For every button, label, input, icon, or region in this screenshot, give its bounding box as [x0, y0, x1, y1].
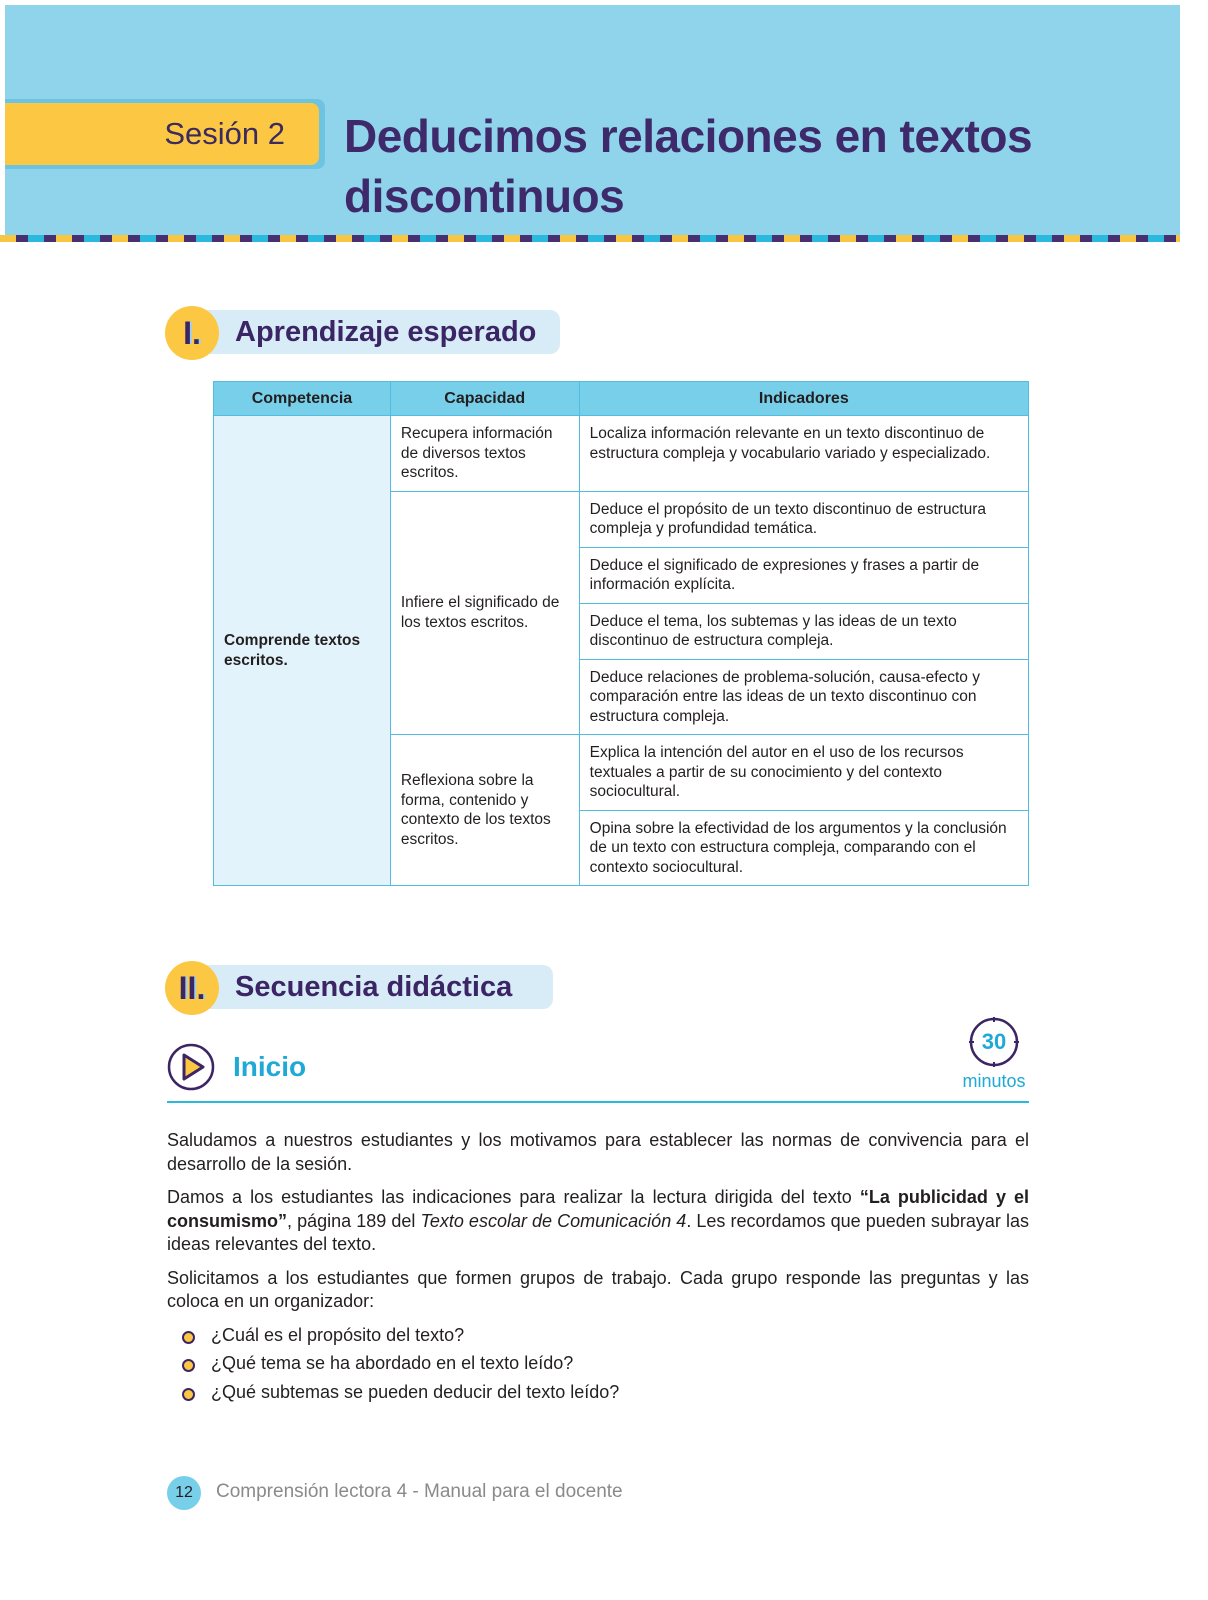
- indicador-cell: Deduce el propósito de un texto discontinuo de estructura compleja y profundidad temática.: [579, 491, 1028, 547]
- section-title: Aprendizaje esperado: [195, 310, 560, 354]
- page-title: Deducimos relaciones en textos discontinuos: [344, 110, 1033, 222]
- indicador-cell: Explica la intención del autor en el uso de los recursos textuales a partir de su conocimiento y del contexto sociocultural.: [579, 735, 1028, 811]
- column-header-competencia: Competencia: [214, 382, 391, 416]
- list-item: ¿Qué subtemas se pueden deducir del texto leído?: [167, 1381, 1029, 1405]
- paragraph: Solicitamos a los estudiantes que formen grupos de trabajo. Cada grupo responde las preguntas y las coloca en un organizador:: [167, 1267, 1029, 1311]
- indicador-cell: Opina sobre la efectividad de los argumentos y la conclusión de un texto con estructura compleja, comparando con el contexto sociocultural.: [579, 810, 1028, 886]
- session-tab: [5, 103, 325, 165]
- capacidad-cell: Recupera información de diversos textos escritos.: [390, 416, 579, 492]
- section-header-secuencia: [165, 965, 535, 1013]
- paragraph: Saludamos a nuestros estudiantes y los motivamos para establecer las normas de convivencia para el desarrollo de la sesión.: [167, 1130, 1029, 1174]
- duration-unit: minutos: [962, 1071, 1026, 1091]
- capacidad-cell: Infiere el significado de los textos escritos.: [390, 491, 579, 735]
- text-title-bold: “La publicidad y el consumismo”: [167, 1187, 1030, 1231]
- section-title: Secuencia didáctica: [195, 965, 553, 1009]
- section-numeral: II.: [165, 961, 219, 1015]
- play-icon: [167, 1043, 215, 1091]
- competencia-cell: Comprende textos escritos.: [214, 416, 391, 886]
- decorative-dash-strip: [0, 235, 1180, 242]
- bullet-icon: [182, 1359, 195, 1372]
- bullet-icon: [182, 1331, 195, 1344]
- list-item: ¿Cuál es el propósito del texto?: [167, 1324, 1029, 1348]
- column-header-capacidad: Capacidad: [390, 382, 579, 416]
- book-reference: Texto escolar de Comunicación 4: [420, 1210, 687, 1231]
- duration-value: 30: [981, 1029, 1007, 1054]
- paragraph: Damos a los estudiantes las indicaciones para realizar la lectura dirigida del texto “La publicidad y el consumismo”, página 189 del Texto escolar de Comunicación 4. Les recordamos que pueden subrayar las ideas relevantes del texto.: [167, 1187, 1030, 1254]
- page-number: 12: [167, 1476, 201, 1510]
- section-header-aprendizaje: [165, 310, 535, 358]
- inicio-body: [167, 1129, 1029, 1409]
- section-numeral: I.: [165, 306, 219, 360]
- capacidad-cell: Reflexiona sobre la forma, contenido y contexto de los textos escritos.: [390, 735, 579, 886]
- session-label: Sesión 2: [164, 116, 285, 151]
- list-item: ¿Qué tema se ha abordado en el texto leído?: [167, 1352, 1029, 1376]
- bullet-icon: [182, 1388, 195, 1401]
- column-header-indicadores: Indicadores: [579, 382, 1028, 416]
- inicio-heading: Inicio: [233, 1051, 307, 1082]
- learning-table: [213, 381, 1029, 886]
- footer-book-title: Comprensión lectora 4 - Manual para el docente: [216, 1481, 623, 1502]
- indicador-cell: Deduce relaciones de problema-solución, causa-efecto y comparación entre las ideas de un texto discontinuo con estructura compleja.: [579, 659, 1028, 735]
- divider: [167, 1101, 1029, 1103]
- indicador-cell: Deduce el significado de expresiones y frases a partir de información explícita.: [579, 547, 1028, 603]
- table-row: [214, 416, 1029, 492]
- indicador-cell: Deduce el tema, los subtemas y las ideas de un texto discontinuo de estructura compleja.: [579, 603, 1028, 659]
- indicador-cell: Localiza información relevante en un texto discontinuo de estructura compleja y vocabulario variado y especializado.: [579, 416, 1028, 492]
- question-list: [167, 1324, 1029, 1405]
- table-header-row: [214, 382, 1029, 416]
